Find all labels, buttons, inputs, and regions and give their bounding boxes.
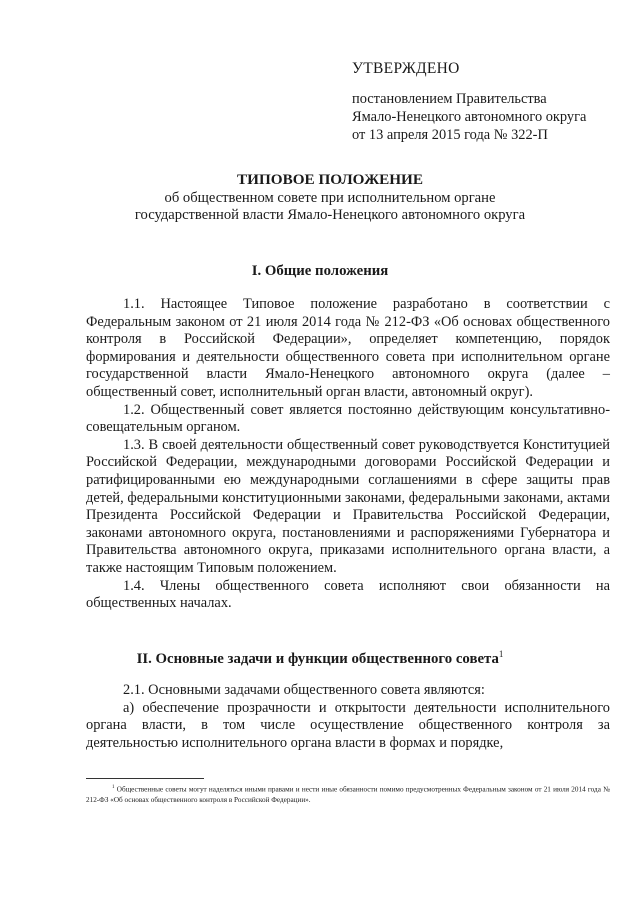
footnote-text: Общественные советы могут наделяться иными правами и нести иные обязанности помимо предусмотренных Федеральным законом от 21 июля 2014 года № 212-ФЗ «Об основах общественного контроля в Российской Федерации». (86, 785, 610, 804)
document-subtitle-line-1: об общественном совете при исполнительном органе (164, 189, 496, 206)
section-2-body (86, 682, 610, 752)
paragraph-1-2: 1.2. Общественный совет является постоянно действующим консультативно-совещательным органом. (86, 401, 610, 436)
paragraph-2-1-a: а) обеспечение прозрачности и открытости деятельности исполнительного органа власти, в том числе осуществление общественного контроля за деятельностью исполнительного органа власти в формах и порядке, (86, 699, 610, 751)
approval-line-3: от 13 апреля 2015 года № 322-П (352, 127, 548, 143)
section-2-heading-text: II. Основные задачи и функции общественного совета (136, 650, 499, 667)
document-title-block (60, 171, 600, 225)
paragraph-1-1: 1.1. Настоящее Типовое положение разработано в соответствии с Федеральным законом от 21 июля 2014 года № 212-ФЗ «Об основах общественного контроля в Российской Федерации», определяет компетенцию, порядок формирования и деятельности общественного совета при исполнительном органе государственной власти Ямало-Ненецкого автономного округа (далее – общественный совет, исполнительный орган власти, автономный округ). (86, 296, 610, 400)
document-title: ТИПОВОЕ ПОЛОЖЕНИЕ (237, 171, 423, 188)
approval-stamp-block (352, 60, 622, 144)
approval-line-1: постановлением Правительства (352, 91, 547, 107)
paragraph-1-4: 1.4. Члены общественного совета исполняют свои обязанности на общественных началах. (86, 577, 610, 612)
section-2-footnote-mark: 1 (498, 649, 504, 659)
paragraph-2-1: 2.1. Основными задачами общественного совета являются: (123, 682, 485, 698)
footnote-mark: 1 (112, 785, 115, 790)
paragraph-1-3: 1.3. В своей деятельности общественный совет руководствуется Конституцией Российской Федерации, международными договорами Российской Федерации и ратифицированными ею международными соглашениями в сфере защиты прав детей, федеральными конституционными законами, федеральными законами, актами Президента Российской Федерации и Правительства Российской Федерации, законами автономного округа, постановлениями и распоряжениями Губернатора и Правительства автономного округа, приказами исполнительного органа власти, а также настоящим Типовым положением. (86, 436, 610, 576)
footnote (86, 783, 610, 805)
approval-line-2: Ямало-Ненецкого автономного округа (352, 109, 587, 125)
document-subtitle-line-2: государственной власти Ямало-Ненецкого автономного округа (134, 207, 526, 223)
section-1-body (86, 296, 610, 613)
section-1-heading: I. Общие положения (251, 263, 389, 279)
approval-heading: УТВЕРЖДЕНО (352, 60, 460, 77)
section-2-heading (0, 645, 640, 668)
footnote-separator (86, 778, 204, 779)
